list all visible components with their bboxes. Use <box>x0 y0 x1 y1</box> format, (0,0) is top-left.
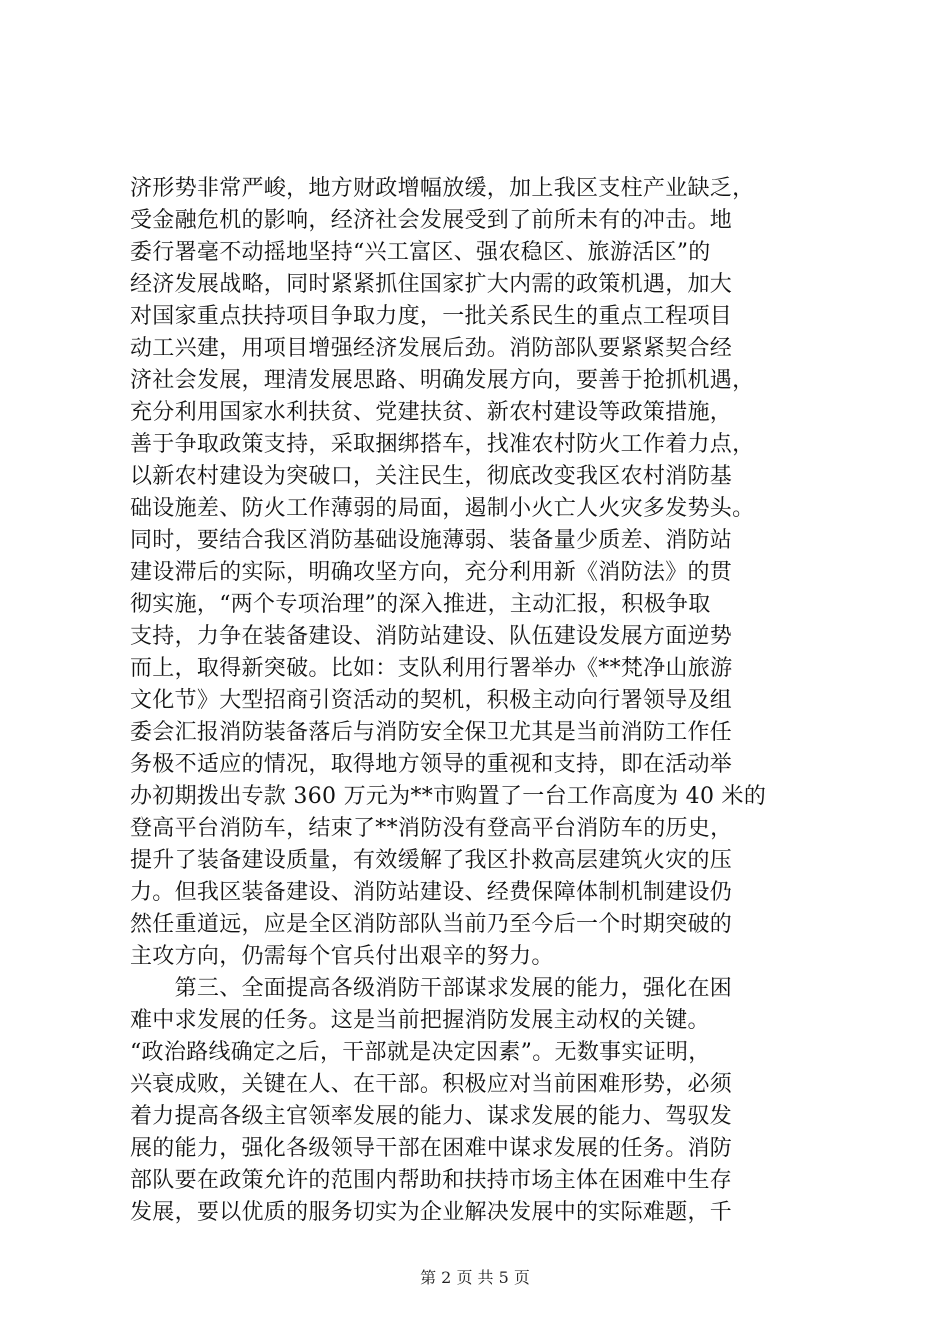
text-line: 对国家重点扶持项目争取力度，一批关系民生的重点工程项目 <box>130 304 733 329</box>
text-line: 受金融危机的影响，经济社会发展受到了前所未有的冲击。地 <box>130 208 733 233</box>
text-line: 务极不适应的情况，取得地方领导的重视和支持，即在活动举 <box>130 752 733 777</box>
text-line: 第三、全面提高各级消防干部谋求发展的能力，强化在困 <box>130 976 733 1001</box>
text-line: 彻实施，“两个专项治理”的深入推进，主动汇报，积极争取 <box>130 592 711 617</box>
text-line: 济社会发展，理清发展思路、明确发展方向，要善于抢抓机遇， <box>130 368 755 393</box>
text-line: 经济发展战略，同时紧紧抓住国家扩大内需的政策机遇，加大 <box>130 272 733 297</box>
text-line: 登高平台消防车，结束了**消防没有登高平台消防车的历史， <box>130 816 733 841</box>
text-line: 提升了装备建设质量，有效缓解了我区扑救高层建筑火灾的压 <box>130 848 733 873</box>
text-line: 充分利用国家水利扶贫、党建扶贫、新农村建设等政策措施， <box>130 400 733 425</box>
body-text <box>130 173 830 1229</box>
text-line: 以新农村建设为突破口，关注民生，彻底改变我区农村消防基 <box>130 464 733 489</box>
text-line: 部队要在政策允许的范围内帮助和扶持市场主体在困难中生存 <box>130 1168 733 1193</box>
text-line: 难中求发展的任务。这是当前把握消防发展主动权的关键。 <box>130 1008 710 1033</box>
text-line: 础设施差、防火工作薄弱的局面，遏制小火亡人火灾多发势头。 <box>130 496 755 521</box>
text-line: 主攻方向，仍需每个官兵付出艰辛的努力。 <box>130 944 554 969</box>
text-line: 善于争取政策支持，采取捆绑搭车，找准农村防火工作着力点， <box>130 432 755 457</box>
text-line: 展的能力，强化各级领导干部在困难中谋求发展的任务。消防 <box>130 1136 733 1161</box>
text-line: 委行署毫不动摇地坚持“兴工富区、强农稳区、旅游活区”的 <box>130 240 711 265</box>
text-line: 而上，取得新突破。比如：支队利用行署举办《**梵净山旅游 <box>130 656 733 681</box>
text-line: 力。但我区装备建设、消防站建设、经费保障体制机制建设仍 <box>130 880 733 905</box>
text-line: 支持，力争在装备建设、消防站建设、队伍建设发展方面逆势 <box>130 624 733 649</box>
text-line: 动工兴建，用项目增强经济发展后劲。消防部队要紧紧契合经 <box>130 336 733 361</box>
text-line: 兴衰成败，关键在人、在干部。积极应对当前困难形势，必须 <box>130 1072 733 1097</box>
text-line: 文化节》大型招商引资活动的契机，积极主动向行署领导及组 <box>130 688 733 713</box>
text-line: 着力提高各级主官领率发展的能力、谋求发展的能力、驾驭发 <box>130 1104 733 1129</box>
text-line: 济形势非常严峻，地方财政增幅放缓，加上我区支柱产业缺乏， <box>130 176 755 201</box>
text-line: 发展，要以优质的服务切实为企业解决发展中的实际难题，千 <box>130 1200 733 1225</box>
text-line: 办初期拨出专款 360 万元为**市购置了一台工作高度为 40 米的 <box>130 784 767 809</box>
page-number: 第 2 页 共 5 页 <box>420 1268 530 1287</box>
text-line: 同时，要结合我区消防基础设施薄弱、装备量少质差、消防站 <box>130 528 733 553</box>
text-line: 建设滞后的实际，明确攻坚方向，充分利用新《消防法》的贯 <box>130 560 733 585</box>
text-line: 然任重道远，应是全区消防部队当前乃至今后一个时期突破的 <box>130 912 733 937</box>
text-line: “政治路线确定之后，干部就是决定因素”。无数事实证明， <box>130 1040 711 1065</box>
text-line: 委会汇报消防装备落后与消防安全保卫尤其是当前消防工作任 <box>130 720 733 745</box>
